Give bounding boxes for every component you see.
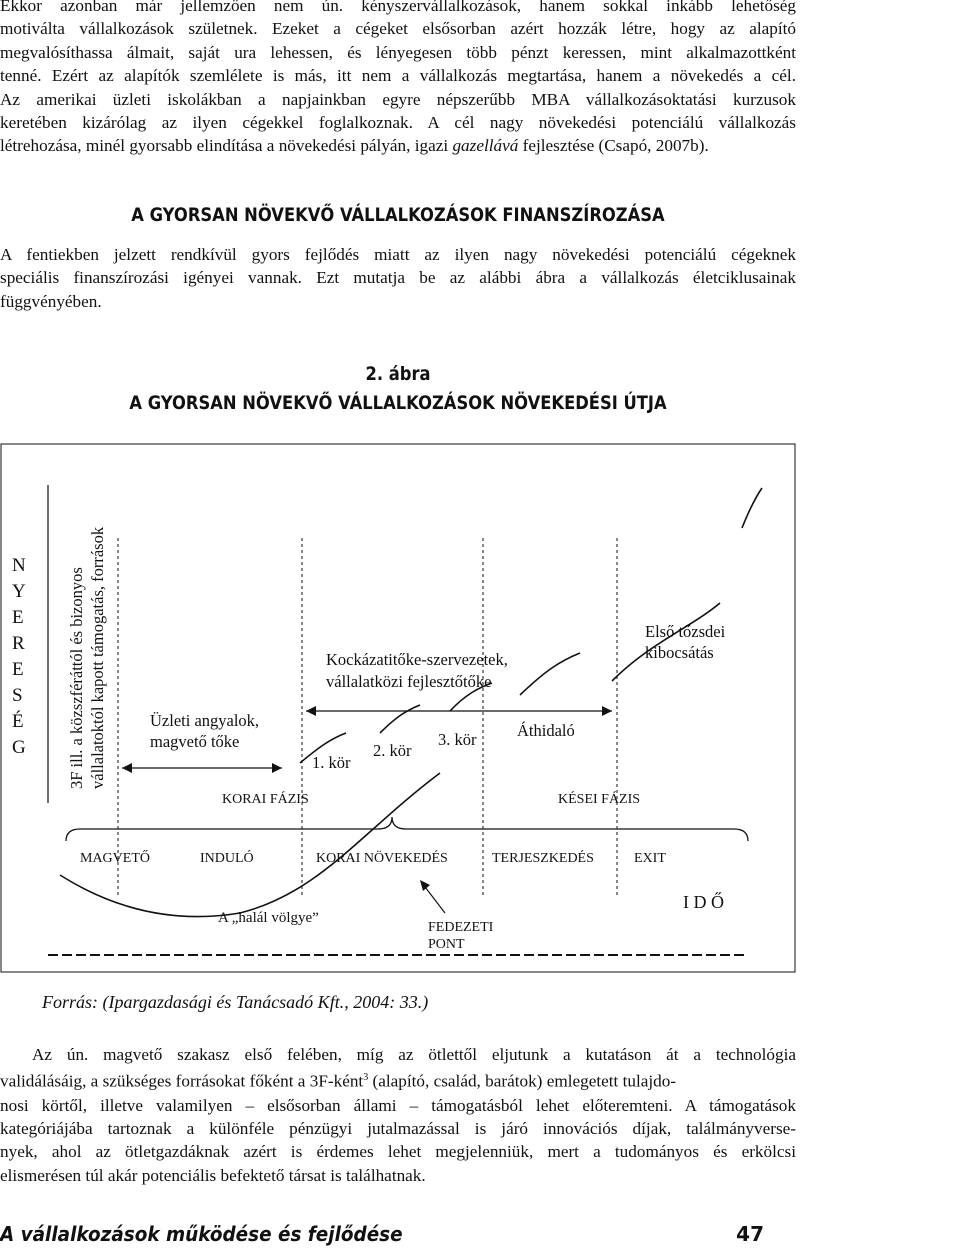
y-axis-letter: Y [12,581,26,602]
early-phase-label: KORAI FÁZIS [222,792,309,807]
bridge-label: Áthidaló [517,721,575,740]
y-axis-letter: E [12,659,24,680]
y-axis-letter: E [12,607,24,628]
growth-curve-top [742,488,762,528]
valley-label: A „halál völgye” [218,910,319,926]
text-line: keretében kizárólag az ilyen cégekkel foglalkoznak. A cél nagy növekedési potenciálú vállalkozás [0,113,796,133]
text-fragment: fejlesztése (Csapó, 2007b). [518,136,709,156]
vc-label-line2: vállalatközi fejlesztőtőke [326,672,492,691]
page-number: 47 [736,1222,764,1246]
figure-title: A GYORSAN NÖVEKVŐ VÁLLALKOZÁSOK NÖVEKEDÉSI ÚTJA [129,392,667,414]
text-line: Ekkor azonban már jellemzően nem ún. kényszervállalkozások, hanem sokkal inkább lehetőség [0,0,796,15]
text-line: függvényében. [0,291,102,311]
breakeven-label-line1: FEDEZETI [428,920,494,935]
growth-curve-bridge [520,653,580,695]
growth-curve-ipo [612,603,720,681]
text-line: Az amerikai üzleti iskolákban a napjainkban egyre népszerűbb MBA vállalkozásoktatási kurzusok [0,89,796,109]
arrowhead [122,763,132,773]
arrowhead [272,763,282,773]
text-fragment: létrehozása, minél gyorsabb elindítása a növekedési pályán, igazi [0,136,453,156]
y-axis-letter: R [12,633,25,654]
closing-paragraph [0,1043,796,1187]
stage-label: INDULÓ [200,851,254,866]
text-line: motiválta vállalkozások születnek. Ezeket a cégeket elsősorban azért hozzák létre, hogy az alapító [0,19,796,39]
text-line: nyek, ahol az ötletgazdáknak azért is érdemes lehet megjelenniük, mert a tudományos és erkölcsi [0,1142,796,1162]
late-phase-label: KÉSEI FÁZIS [558,792,641,807]
section-paragraph [0,243,796,313]
stage-label: MAGVETŐ [80,851,150,866]
text-line: Az ún. magvető szakasz első felében, míg az ötlettől eljutunk a kutatáson át a technológia [32,1045,796,1064]
section-heading: A GYORSAN NÖVEKVŐ VÁLLALKOZÁSOK FINANSZÍROZÁSA [131,204,665,226]
angels-label-line1: Üzleti angyalok, [150,711,260,730]
y-axis-letter: G [12,737,26,758]
angels-label-line2: magvető tőke [150,732,240,751]
breakeven-label-line2: PONT [428,937,465,952]
figure-frame [1,444,795,972]
text-fragment: (alapító, család, barátok) emlegetett tulajdo- [368,1072,677,1092]
stage-label: TERJESZKEDÉS [492,851,594,866]
round-3-label: 3. kör [438,730,477,749]
ipo-label-line1: Első tőzsdei [645,622,726,641]
text-line [0,134,796,157]
rotated-label-line1: 3F ill. a közszféráttól és bizonyos [67,567,86,789]
y-axis-letter: É [12,711,24,732]
emphasis-word: gazellává [452,136,519,156]
y-axis-letter: N [12,555,26,576]
text-line [0,1066,796,1093]
intro-paragraph [0,0,796,158]
arrowhead [306,706,316,716]
stage-label: KORAI NÖVEKEDÉS [316,851,448,866]
vc-label-line1: Kockázatitőke-szervezetek, [326,650,508,669]
text-line: nosi körtől, illetve valamilyen – elsősorban állami – támogatásból lehet előteremteni. A támogatások [0,1095,796,1115]
footnote-marker: 3 [363,1072,369,1084]
y-axis-letter: S [12,685,23,706]
arrowhead [420,880,430,891]
running-footer-title: A vállalkozások működése és fejlődése [0,1222,403,1246]
text-line: A fentiekben jelzett rendkívül gyors fejlődés miatt az ilyen nagy növekedési potenciálú cégeknek [0,245,796,264]
text-line: tenné. Ezért az alapítók szemlélete is más, itt nem a vállalkozás megtartása, hanem a növekedés a cél. [0,66,796,86]
figure-source: Forrás: (Ipargazdasági és Tanácsadó Kft., 2004: 33.) [42,992,429,1012]
time-axis-label: I D Ő [683,892,724,912]
stage-label: EXIT [634,851,666,866]
round-2-label: 2. kör [373,741,412,760]
text-line: kategóriájába tartoznak a különféle pénzügyi jutalmazással is járó innovációs díjak, találmányverse- [0,1118,796,1138]
round-1-label: 1. kör [312,753,351,772]
growth-path-diagram [0,443,796,975]
text-line: megvalósíthassa álmait, saját ura lehessen, és lényegesen több pénzt keressen, mint alkalmazottként [0,42,796,62]
growth-curve-round2 [380,705,420,733]
text-fragment: validálásáig, a szükséges forrásokat főként a 3F-ként [0,1072,364,1092]
ipo-label-line2: kibocsátás [645,643,714,662]
text-line: elismerésen túl akár potenciális befektető társat is találhatnak. [0,1165,426,1185]
text-line: speciális finanszírozási igényei vannak. Ezt mutatja be az alábbi ábra a vállalkozás életciklusainak [0,268,796,288]
phase-brace [66,817,748,841]
rotated-label-line2: vállalatoktól kapott támogatás, források [88,526,107,789]
figure-number: 2. ábra [365,363,431,385]
arrowhead [602,706,612,716]
